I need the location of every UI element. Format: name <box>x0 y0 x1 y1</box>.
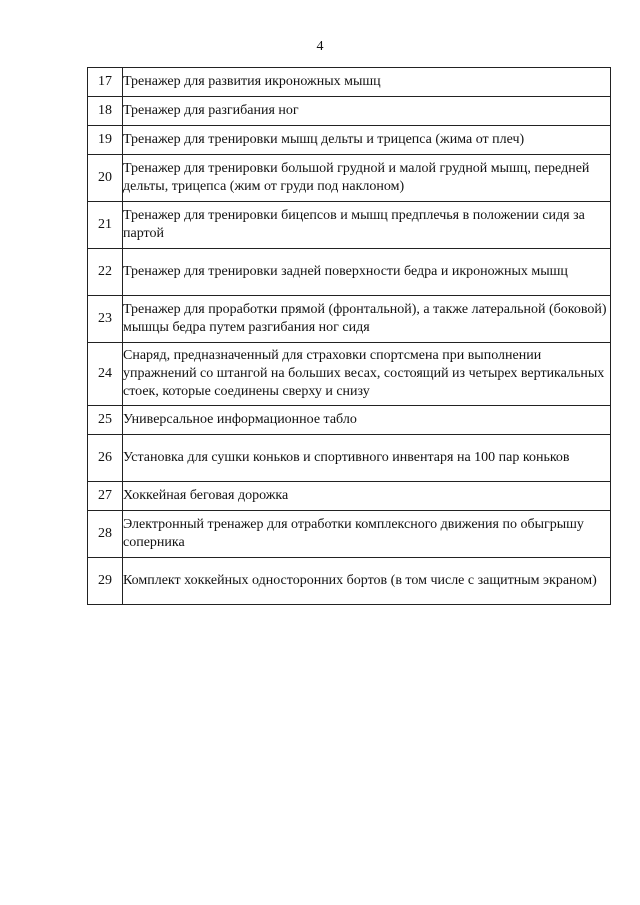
page-number: 4 <box>316 39 324 54</box>
row-number: 24 <box>88 343 123 406</box>
row-description: Универсальное информационное табло <box>123 406 611 435</box>
row-number: 20 <box>88 155 123 202</box>
row-description: Снаряд, предназначенный для страховки спортсмена при выполнении упражнений со штангой на больших весах, состоящий из четырех вертикальных стоек, которые соединены сверху и снизу <box>123 343 611 406</box>
row-number: 22 <box>88 249 123 296</box>
table-row <box>88 126 611 155</box>
table-row <box>88 343 611 406</box>
table-row <box>88 68 611 97</box>
row-description: Электронный тренажер для отработки комплексного движения по обыгрышу соперника <box>123 511 611 558</box>
table-row <box>88 435 611 482</box>
row-number: 27 <box>88 482 123 511</box>
row-number: 18 <box>88 97 123 126</box>
equipment-table <box>87 67 611 605</box>
row-number: 28 <box>88 511 123 558</box>
table-row <box>88 97 611 126</box>
row-number: 26 <box>88 435 123 482</box>
row-description: Тренажер для тренировки мышц дельты и трицепса (жима от плеч) <box>123 126 611 155</box>
row-description: Хоккейная беговая дорожка <box>123 482 611 511</box>
table-row <box>88 558 611 605</box>
row-description: Тренажер для разгибания ног <box>123 97 611 126</box>
row-description: Тренажер для развития икроножных мышц <box>123 68 611 97</box>
table-row <box>88 511 611 558</box>
table-row <box>88 155 611 202</box>
row-description: Комплект хоккейных односторонних бортов (в том числе с защитным экраном) <box>123 558 611 605</box>
table-row <box>88 249 611 296</box>
row-description: Тренажер для тренировки задней поверхности бедра и икроножных мышц <box>123 249 611 296</box>
table-row <box>88 482 611 511</box>
row-number: 21 <box>88 202 123 249</box>
row-description: Установка для сушки коньков и спортивного инвентаря на 100 пар коньков <box>123 435 611 482</box>
row-number: 19 <box>88 126 123 155</box>
row-description: Тренажер для тренировки большой грудной и малой грудной мышц, передней дельты, трицепса (жим от груди под наклоном) <box>123 155 611 202</box>
table-row <box>88 406 611 435</box>
row-number: 29 <box>88 558 123 605</box>
row-description: Тренажер для проработки прямой (фронтальной), а также латеральной (боковой) мышцы бедра путем разгибания ног сидя <box>123 296 611 343</box>
table-row <box>88 296 611 343</box>
row-description: Тренажер для тренировки бицепсов и мышц предплечья в положении сидя за партой <box>123 202 611 249</box>
row-number: 23 <box>88 296 123 343</box>
row-number: 17 <box>88 68 123 97</box>
row-number: 25 <box>88 406 123 435</box>
table-row <box>88 202 611 249</box>
